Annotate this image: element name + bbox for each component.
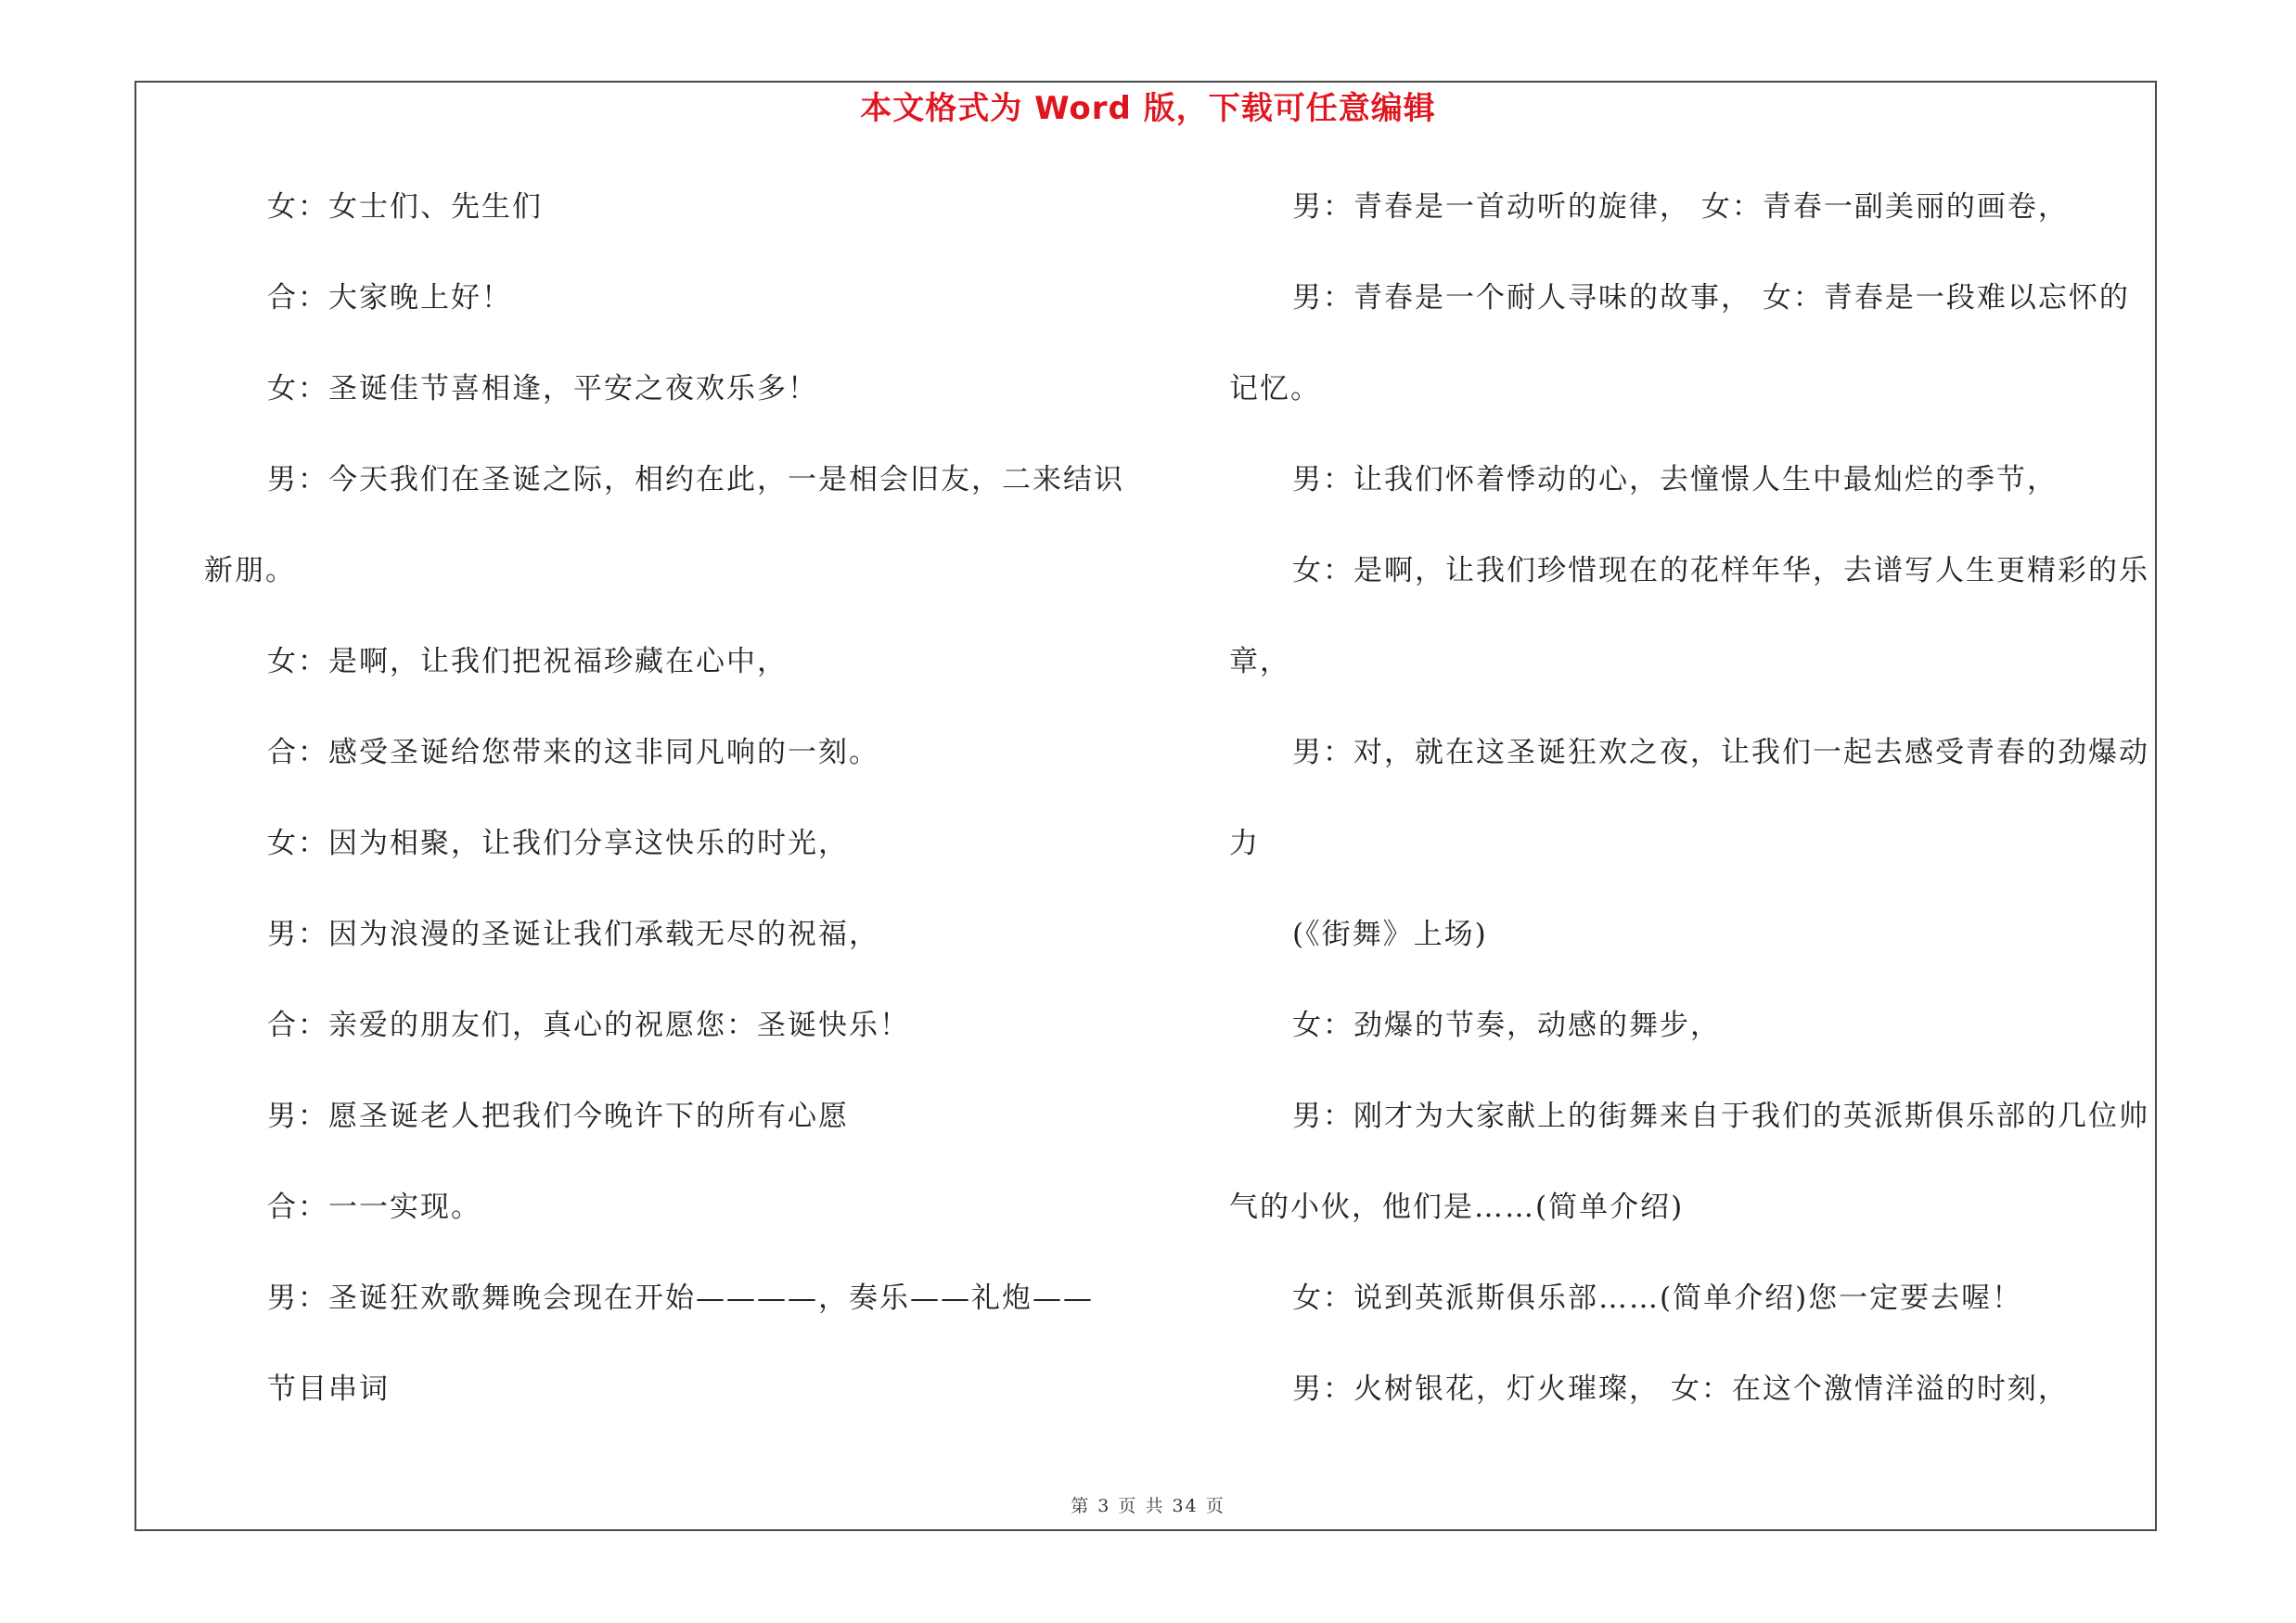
script-line-continuation: 气的小伙，他们是……(简单介绍) — [1229, 1191, 1685, 1224]
script-line: 女：说到英派斯俱乐部……(简单介绍)您一定要去喔！ — [1292, 1282, 2023, 1315]
script-line-continuation: 章， — [1229, 645, 1290, 678]
script-line: 合：亲爱的朋友们，真心的祝愿您：圣诞快乐！ — [267, 1009, 910, 1042]
script-line: 男：火树银花，灯火璀璨， 女：在这个激情洋溢的时刻， — [1292, 1372, 2069, 1406]
script-line: 男：让我们怀着悸动的心，去憧憬人生中最灿烂的季节， — [1292, 463, 2058, 496]
script-line: 女：劲爆的节奏，动感的舞步， — [1292, 1009, 1721, 1042]
script-line: 合：一一实现。 — [267, 1191, 481, 1224]
script-line-continuation: 力 — [1229, 827, 1260, 860]
script-line: 男：圣诞狂欢歌舞晚会现在开始————，奏乐——礼炮—— — [267, 1282, 1094, 1315]
script-line: 女：因为相聚，让我们分享这快乐的时光， — [267, 827, 849, 860]
script-line: 男：因为浪漫的圣诞让我们承载无尽的祝福， — [267, 918, 879, 951]
script-line: 男：今天我们在圣诞之际，相约在此，一是相会旧友，二来结识 — [267, 463, 1124, 496]
script-line-continuation: 记忆。 — [1229, 372, 1321, 406]
stage-direction: (《街舞》上场) — [1292, 918, 1488, 951]
script-line: 合：感受圣诞给您带来的这非同凡响的一刻。 — [267, 736, 879, 769]
script-line: 男：青春是一个耐人寻味的故事， 女：青春是一段难以忘怀的 — [1292, 281, 2130, 315]
word-format-banner: 本文格式为 Word 版，下载可任意编辑 — [860, 90, 1436, 127]
script-line: 女：女士们、先生们 — [267, 190, 543, 224]
script-line: 女：是啊，让我们珍惜现在的花样年华，去谱写人生更精彩的乐 — [1292, 554, 2149, 587]
script-line-continuation: 新朋。 — [204, 554, 296, 587]
script-line: 男：青春是一首动听的旋律， 女：青春一副美丽的画卷， — [1292, 190, 2069, 224]
section-heading: 节目串词 — [267, 1372, 390, 1406]
script-line: 合：大家晚上好！ — [267, 281, 512, 315]
script-line: 男：对，就在这圣诞狂欢之夜，让我们一起去感受青春的劲爆动 — [1292, 736, 2149, 769]
script-line: 男：愿圣诞老人把我们今晚许下的所有心愿 — [267, 1100, 849, 1133]
script-line: 男：刚才为大家献上的街舞来自于我们的英派斯俱乐部的几位帅 — [1292, 1100, 2149, 1133]
script-line: 女：圣诞佳节喜相逢，平安之夜欢乐多！ — [267, 372, 818, 406]
script-line: 女：是啊，让我们把祝福珍藏在心中， — [267, 645, 788, 678]
page-number: 第 3 页 共 34 页 — [1071, 1496, 1225, 1516]
